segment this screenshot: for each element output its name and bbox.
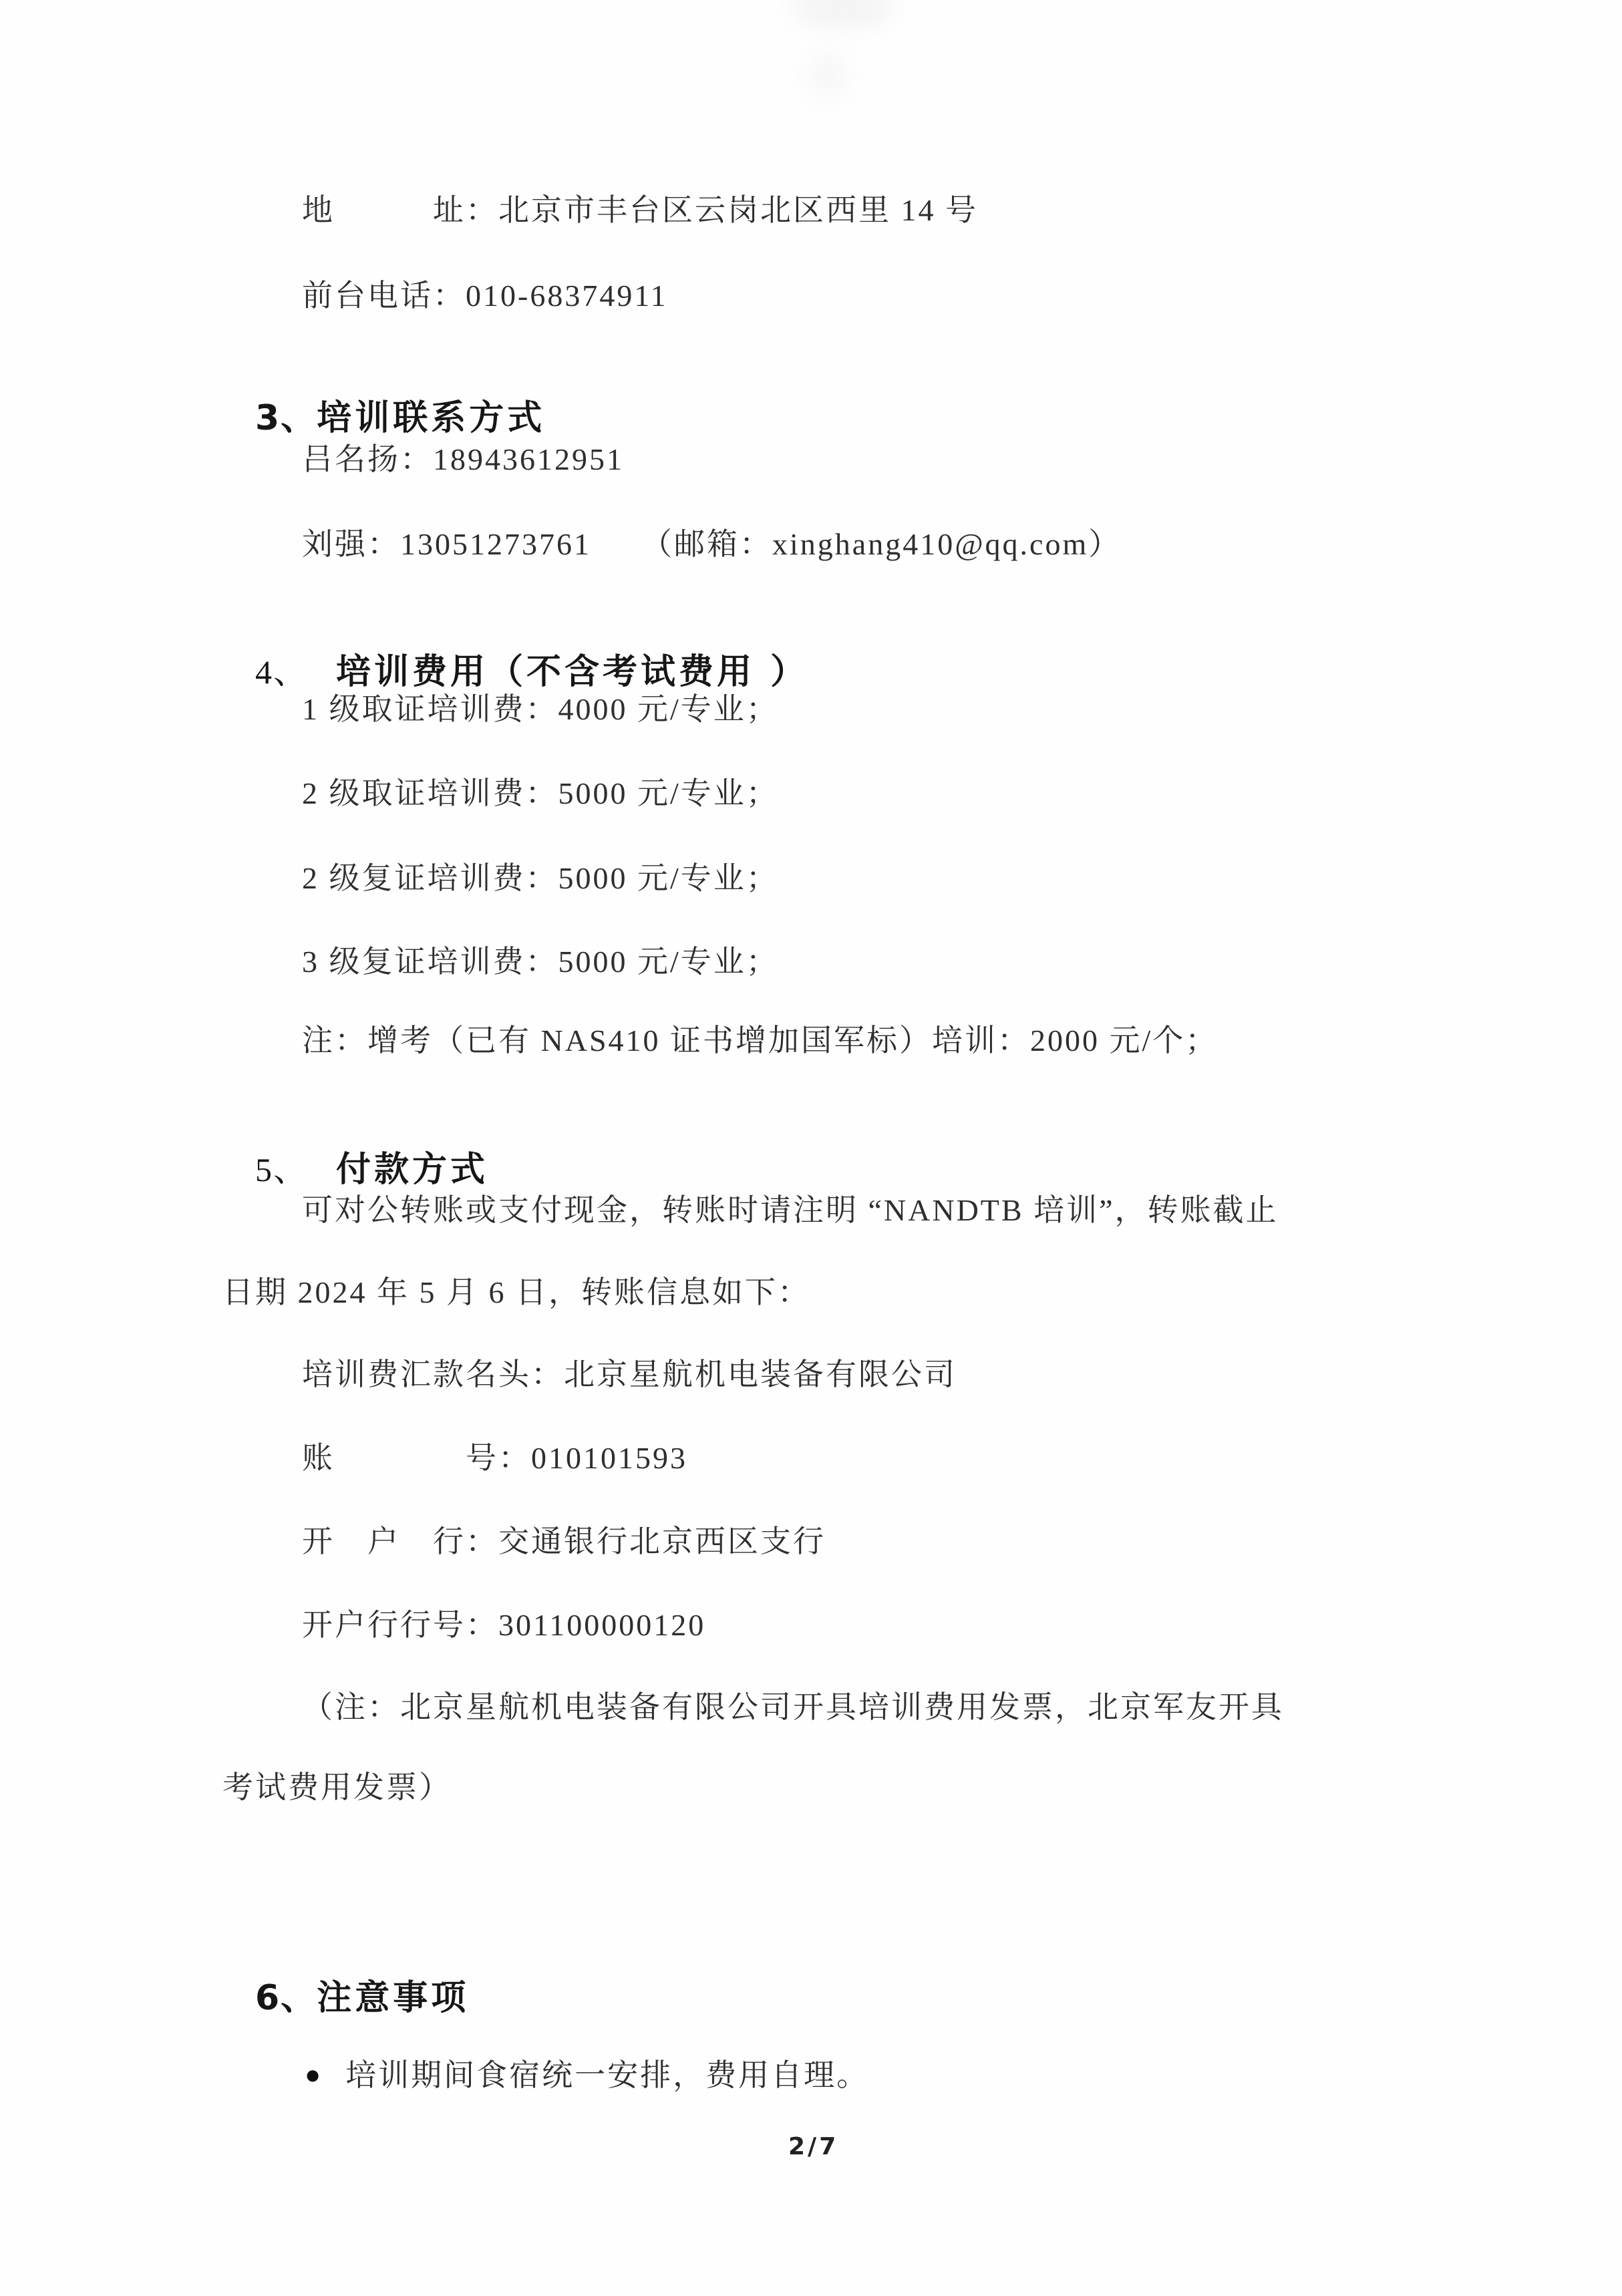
section3-title: 培训联系方式: [317, 398, 546, 438]
contact-liu-qiang-line: 刘强：13051273761 （邮箱：xinghang410@qq.com）: [302, 527, 1122, 561]
section6-title: 注意事项: [317, 1978, 470, 2018]
front-desk-phone-line: 前台电话：010-68374911: [302, 279, 668, 313]
fee-level2-certification-line: 2 级取证培训费：5000 元/专业；: [302, 776, 779, 810]
contact-lv-mingyang-line: 吕名扬：18943612951: [302, 442, 624, 476]
address-line: 地 址：北京市丰台区云岗北区西里 14 号: [302, 193, 978, 227]
section4-number: 4、: [255, 653, 308, 691]
scan-smudge-artifact: [806, 51, 848, 100]
invoice-note-line1: （注：北京星航机电装备有限公司开具培训费用发票，北京军友开具: [302, 1690, 1284, 1724]
notice-bullet-item: [266, 2015, 869, 2137]
section5-number: 5、: [255, 1151, 308, 1188]
page-number: 2/7: [788, 2133, 839, 2160]
invoice-note-line2: 考试费用发票）: [222, 1770, 452, 1804]
fee-level3-recertification-line: 3 级复证培训费：5000 元/专业；: [302, 945, 779, 979]
section4-title: 培训费用（不含考试费用 ）: [336, 652, 809, 692]
scan-smudge-artifact: [792, 0, 895, 28]
section3-number: 3、: [255, 398, 317, 438]
section5-title: 付款方式: [336, 1150, 489, 1190]
bullet-icon: ●: [305, 2060, 323, 2090]
notice-bullet-text: 培训期间食宿统一安排，费用自理。: [345, 2058, 870, 2092]
payee-name-line: 培训费汇款名头：北京星航机电装备有限公司: [302, 1357, 957, 1391]
account-number-line: 账 号：010101593: [302, 1441, 687, 1475]
payment-paragraph-line1: 可对公转账或支付现金，转账时请注明 “NANDTB 培训”，转账截止: [302, 1193, 1279, 1227]
section6-number: 6、: [255, 1978, 317, 2018]
bank-name-line: 开 户 行：交通银行北京西区支行: [302, 1524, 826, 1559]
fee-level1-certification-line: 1 级取证培训费：4000 元/专业；: [302, 692, 779, 726]
payment-paragraph-line2: 日期 2024 年 5 月 6 日，转账信息如下：: [222, 1275, 810, 1309]
fee-level2-recertification-line: 2 级复证培训费：5000 元/专业；: [302, 861, 779, 895]
fee-note-line: 注：增考（已有 NAS410 证书增加国军标）培训：2000 元/个；: [302, 1023, 1219, 1057]
bank-code-line: 开户行行号：301100000120: [302, 1608, 706, 1642]
